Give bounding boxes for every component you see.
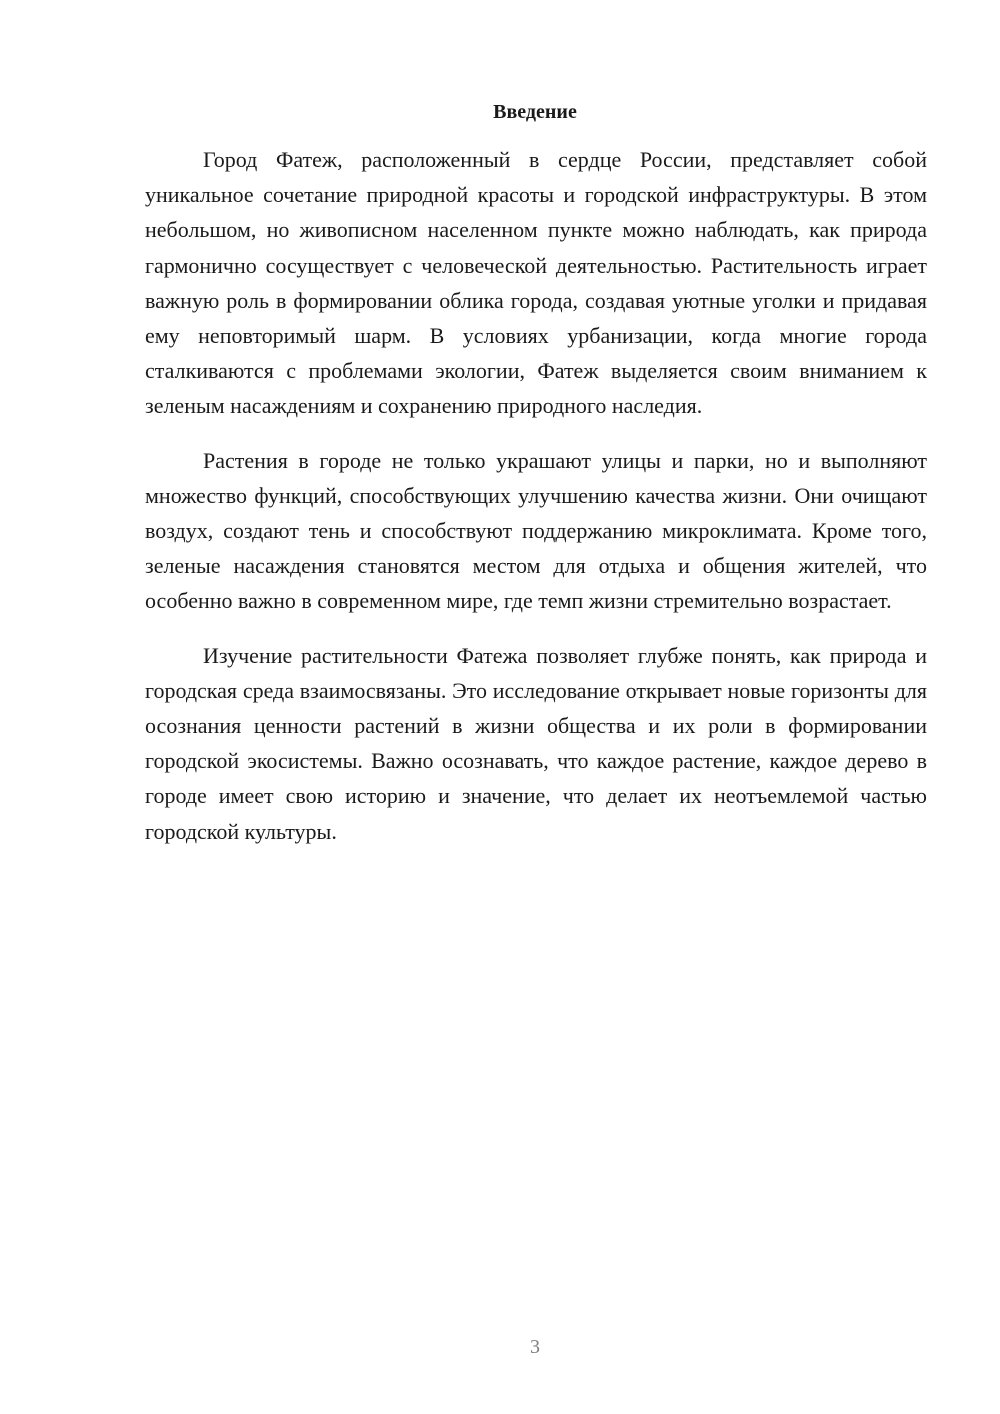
paragraph-2: Растения в городе не только украшают улицы и парки, но и выполняют множество функций, способствующих улучшению качества жизни. Они очищают воздух, создают тень и способствуют поддержанию микроклимата. Кроме того, зеленые насаждения становятся местом для отдыха и общения жителей, что особенно важно в современном мире, где темп жизни стремительно возрастает. bbox=[145, 447, 927, 614]
paragraph-3: Изучение растительности Фатежа позволяет глубже понять, как природа и городская среда взаимосвязаны. Это исследование открывает новые горизонты для осознания ценности растений в жизни общества и их роли в формировании городской экосистемы. Важно осознавать, что каждое растение, каждое дерево в городе имеет свою историю и значение, что делает их неотъемлемой частью городской культуры. bbox=[145, 642, 927, 844]
document-body bbox=[145, 142, 927, 868]
page-title: Введение bbox=[493, 101, 577, 123]
page-number: 3 bbox=[530, 1336, 540, 1358]
paragraph-1: Город Фатеж, расположенный в сердце России, представляет собой уникальное сочетание природной красоты и городской инфраструктуры. В этом небольшом, но живописном населенном пункте можно наблюдать, как природа гармонично сосуществует с человеческой деятельностью. Растительность играет важную роль в формировании облика города, создавая уютные уголки и придавая ему неповторимый шарм. В условиях урбанизации, когда многие города сталкиваются с проблемами экологии, Фатеж выделяется своим вниманием к зеленым насаждениям и сохранению природного наследия. bbox=[145, 147, 927, 419]
